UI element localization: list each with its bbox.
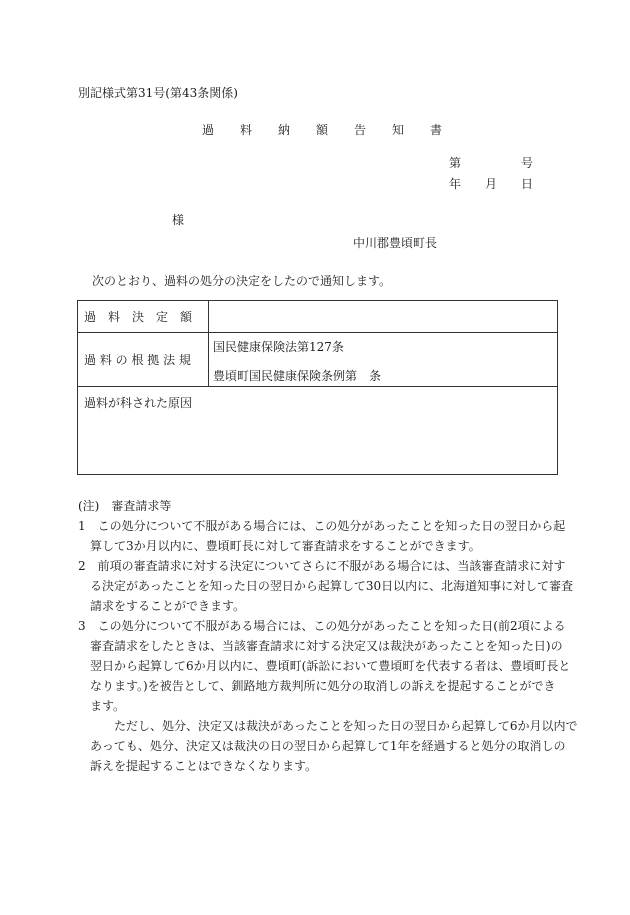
- reason-label: 過料が科された原因: [84, 396, 193, 410]
- issuer-name: 中川郡豊頃町長: [353, 236, 438, 250]
- title-char: 知: [392, 123, 405, 137]
- note-line: 3 この処分について不服がある場合には、この処分があったことを知った日(前2項による: [78, 619, 566, 633]
- title-char: 告: [354, 123, 367, 137]
- recipient-honorific: 様: [172, 213, 185, 227]
- title-char: 過: [202, 123, 215, 137]
- basis-label-cell: [78, 333, 209, 387]
- title-char: 書: [430, 123, 443, 137]
- intro-text: 次のとおり、過料の処分の決定をしたので通知します。: [92, 274, 392, 288]
- title-char: 納: [278, 123, 291, 137]
- note-line: 2 前項の審査請求に対する決定についてさらに不服がある場合には、当該審査請求に対す: [78, 559, 566, 573]
- amount-value: [209, 301, 557, 308]
- amount-label: 過 料 決 定 額: [84, 310, 193, 324]
- basis-line-1: 国民健康保険法第127条: [213, 340, 344, 354]
- basis-value-cell: [209, 333, 558, 387]
- date-year-label: 年: [449, 177, 462, 191]
- document-number-suffix: 号: [521, 156, 534, 170]
- basis-label: 過 料 の 根 拠 法 規: [84, 353, 191, 367]
- reason-cell: [78, 387, 558, 475]
- note-line: なります。)を被告として、釧路地方裁判所に処分の取消しの訴えを提起することができ: [78, 679, 556, 693]
- title-char: 額: [316, 123, 329, 137]
- note-line: 算して3か月以内に、豊頃町長に対して審査請求をすることができます。: [78, 539, 481, 553]
- notes-heading: (注) 審査請求等: [78, 499, 172, 513]
- note-line: る決定があったことを知った日の翌日から起算して30日以内に、北海道知事に対して審査: [78, 579, 574, 593]
- title-char: 料: [240, 123, 253, 137]
- date-day-label: 日: [521, 177, 534, 191]
- penalty-info-table: [77, 300, 558, 475]
- note-line: 翌日から起算して6か月以内に、豊頃町(訴訟において豊頃町を代表する者は、豊頃町長と: [78, 659, 571, 673]
- note-line: 訴えを提起することはできなくなります。: [78, 759, 318, 773]
- note-line: ただし、処分、決定又は裁決があったことを知った日の翌日から起算して6か月以内で: [78, 719, 578, 733]
- amount-value-cell: [209, 301, 558, 333]
- document-number-prefix: 第: [449, 156, 462, 170]
- note-line: 1 この処分について不服がある場合には、この処分があったことを知った日の翌日から起: [78, 519, 566, 533]
- basis-line-2: 豊頃町国民健康保険条例第 条: [213, 369, 382, 383]
- amount-label-cell: [78, 301, 209, 333]
- document-title: [202, 121, 468, 138]
- form-number: 別記様式第31号(第43条関係): [78, 86, 238, 100]
- date-month-label: 月: [485, 177, 498, 191]
- note-line: ます。: [78, 699, 126, 713]
- note-line: 審査請求をしたときは、当該審査請求に対する決定又は裁決があったことを知った日)の: [78, 639, 563, 653]
- note-line: あっても、処分、決定又は裁決の日の翌日から起算して1年を経過すると処分の取消しの: [78, 739, 566, 753]
- note-line: 請求をすることができます。: [78, 599, 246, 613]
